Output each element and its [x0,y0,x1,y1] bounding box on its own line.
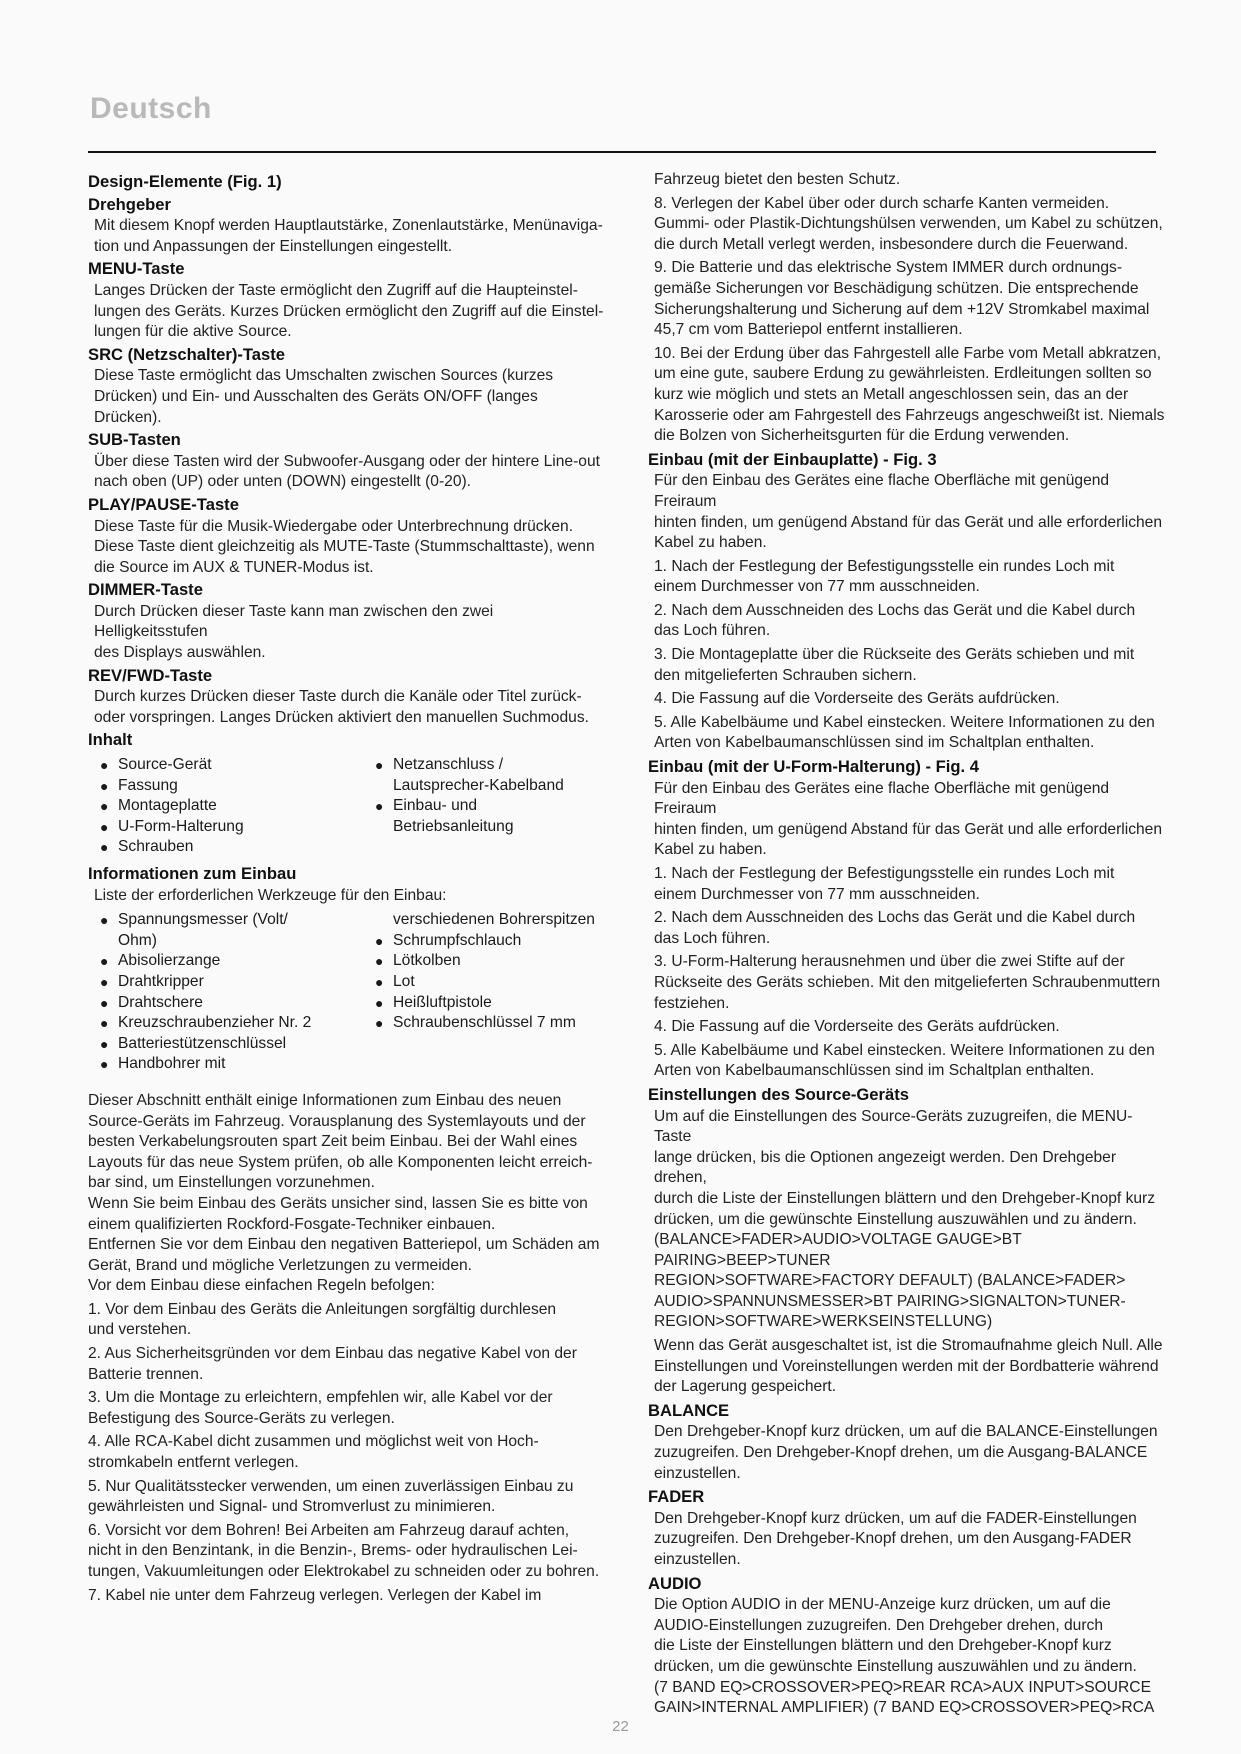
text-line: oder vorspringen. Langes Drücken aktiviert den manuellen Suchmodus. [94,708,589,726]
paragraph [654,471,1168,553]
text-line: drücken, um die gewünschte Einstellung auszuwählen und zu ändern. [654,1657,1137,1675]
text-line: einem qualifizierten Rockford-Fosgate-Techniker einbauen. [88,1215,496,1233]
text-line: bar sind, um Einstellungen vorzunehmen. [88,1174,375,1192]
numbered-item [88,1300,608,1341]
text-line: Befestigung des Source-Geräts zu verlegen. [88,1409,395,1427]
section-heading: Informationen zum Einbau [88,864,297,883]
paragraph [94,452,608,493]
bullet-icon: ● [100,1015,109,1032]
paragraph [94,517,608,579]
text-line: Drücken) und Ein- und Ausschalten des Geräts ON/OFF (langes Drücken). [94,387,538,426]
list-item: ● Kreuzschraubenzieher Nr. 2 [100,1013,375,1034]
section-heading: SRC (Netzschalter)-Taste [88,344,286,364]
header-rule [88,151,1156,153]
menu-path-line: REGION>SOFTWARE>WERKSEINSTELLUNG) [654,1313,993,1331]
text-line: Karosserie oder am Fahrgestell des Fahrzeugs angeschweißt ist. Niemals [654,406,1165,424]
numbered-item [654,864,1168,905]
text-line: 8. Verlegen der Kabel über oder durch scharfe Kanten vermeiden. [654,194,1110,212]
text-line: Durch kurzes Drücken dieser Taste durch die Kanäle oder Titel zurück- [94,688,582,706]
text-line: Kabel zu haben. [654,534,767,552]
section-heading: AUDIO [648,1573,702,1593]
text-line: hinten finden, um genügend Abstand für das Gerät und alle erforderlichen [654,820,1163,838]
text-line: Langes Drücken der Taste ermöglicht den Zugriff auf die Haupteinstel- [94,281,578,299]
list-item-continuation: Ohm) [118,931,157,949]
text-line: 2. Aus Sicherheitsgründen vor dem Einbau das negative Kabel von der [88,1345,577,1363]
text-line: Für den Einbau des Gerätes eine flache Oberfläche mit genügend Freiraum [654,472,1110,510]
menu-path-line: (7 BAND EQ>CROSSOVER>PEQ>REAR RCA>AUX INPUT>SOURCE [654,1678,1151,1696]
text-line: Durch Drücken dieser Taste kann man zwischen den zwei Helligkeitsstufen [94,602,494,641]
left-column [88,170,608,1609]
numbered-item [88,1388,608,1429]
text-line: Sicherungshalterung und Sicherung auf dem +12V Stromkabel maximal [654,300,1150,318]
section-heading: PLAY/PAUSE-Taste [88,494,239,514]
menu-path-line: (BALANCE>FADER>AUDIO>VOLTAGE GAUGE>BT PAIRING>BEEP>TUNER [654,1231,1022,1269]
bullet-icon: ● [100,912,109,929]
numbered-item [654,908,1168,949]
text-line: Rückseite des Geräts schieben. Mit den mitgelieferten Schraubenmuttern [654,973,1161,991]
text-line: AUDIO-Einstellungen zuzugreifen. Den Drehgeber drehen, durch [654,1616,1104,1634]
text-line: 45,7 cm vom Batteriepol entfernt installieren. [654,321,963,339]
text-line: Einstellungen und Voreinstellungen werden mit der Bordbatterie während [654,1357,1159,1375]
text-line: lungen für die aktive Source. [94,323,292,341]
paragraph: Liste der erforderlichen Werkzeuge für den Einbau: [94,886,447,904]
bullet-icon: ● [100,839,109,856]
tools-list [100,910,608,1075]
text-line: 10. Bei der Erdung über das Fahrgestell alle Farbe vom Metall abkratzen, [654,344,1162,362]
text-line: nach oben (UP) oder unten (DOWN) eingestellt (0-20). [94,473,472,491]
text-line: Für den Einbau des Gerätes eine flache Oberfläche mit genügend Freiraum [654,779,1110,818]
list-item: ● Lötkolben [375,951,620,972]
bullet-icon: ● [375,973,384,990]
bullet-icon: ● [375,994,384,1011]
text-line: das Loch führen. [654,622,771,640]
section-heading: REV/FWD-Taste [88,665,213,685]
list-item-continuation: verschiedenen Bohrerspitzen [393,911,595,929]
text-line: Über diese Tasten wird der Subwoofer-Ausgang oder der hintere Line-out [94,452,600,470]
text-line: lungen des Geräts. Kurzes Drücken ermöglicht den Zugriff auf die Einstel- [94,302,604,320]
text-line: einzustellen. [654,1551,741,1568]
numbered-item [88,1344,608,1385]
list-item: ● Fassung [100,776,375,797]
text-line: 6. Vorsicht vor dem Bohren! Bei Arbeiten am Fahrzeug darauf achten, [88,1521,570,1539]
text-line: 7. Kabel nie unter dem Fahrzeug verlegen. Verlegen der Kabel im [88,1586,542,1604]
text-line: um eine gute, saubere Erdung zu gewährleisten. Erdleitungen sollten so [654,365,1152,383]
list-item-continuation: Betriebsanleitung [393,817,514,835]
text-line: Mit diesem Knopf werden Hauptlautstärke, Zonenlautstärke, Menünaviga- [94,217,603,235]
section-heading: DIMMER-Taste [88,580,203,600]
list-item: ● Handbohrer mit [100,1054,375,1075]
bullet-icon: ● [375,757,384,774]
list-item: ● Source-Gerät [100,755,375,776]
paragraph [654,1595,1168,1719]
section-heading: Design-Elemente (Fig. 1) [88,172,282,191]
text-line: zuzugreifen. Den Drehgeber-Knopf drehen, um die Ausgang-BALANCE [654,1444,1148,1462]
list-item: ● Spannungsmesser (Volt/ [100,910,375,931]
text-line: Den Drehgeber-Knopf kurz drücken, um auf die FADER-Einstellungen [654,1509,1137,1527]
menu-path-line: REGION>SOFTWARE>FACTORY DEFAULT) (BALANCE>FADER> [654,1272,1126,1290]
section-heading: Einbau (mit der U-Form-Halterung) - Fig. 4 [648,757,979,777]
text-line: Entfernen Sie vor dem Einbau den negativen Batteriepol, um Schäden am [88,1236,600,1254]
text-line: Arten von Kabelbaumanschlüssen sind im Schaltplan enthalten. [654,1062,1095,1080]
section-heading: SUB-Tasten [88,430,181,450]
text-line: des Displays auswählen. [94,644,266,662]
bullet-icon: ● [100,1056,109,1073]
text-line: die Bolzen von Sicherheitsgurten für die Erdung verwenden. [654,427,1070,445]
text-line: Diese Taste ermöglicht das Umschalten zwischen Sources (kurzes [94,367,554,385]
bullet-icon: ● [375,953,384,970]
paragraph [654,1336,1168,1398]
text-line: Fahrzeug bietet den besten Schutz. [654,171,901,188]
text-line: drücken, um die gewünschte Einstellung auszuwählen und zu ändern. [654,1210,1137,1228]
right-column [648,170,1168,1722]
text-line: 3. U-Form-Halterung herausnehmen und über die zwei Stifte auf der [654,953,1125,971]
text-line: einem Durchmesser von 77 mm ausschneiden. [654,885,980,903]
text-line: der Lagerung gespeichert. [654,1378,837,1396]
text-line: 3. Die Montageplatte über die Rückseite des Geräts schieben und mit [654,646,1135,664]
text-line: die durch Metall verlegt werden, insbesondere durch die Feuerwand. [654,235,1129,253]
numbered-item [88,1521,608,1583]
text-line: 4. Die Fassung auf die Vorderseite des Geräts aufdrücken. [654,1018,1060,1036]
bullet-icon: ● [375,798,384,815]
numbered-item [654,258,1168,340]
numbered-item [88,1477,608,1518]
list-item: ● Abisolierzange [100,951,375,972]
paragraph [94,216,608,257]
list-item: ● Lot [375,972,620,993]
list-item: ● Heißluftpistole [375,993,620,1014]
paragraph [94,281,608,343]
list-item: ● Batteriestützenschlüssel [100,1034,375,1055]
text-line: Batterie trennen. [88,1365,204,1383]
numbered-item [654,1041,1168,1082]
numbered-item [654,952,1168,1014]
numbered-item [654,601,1168,642]
section-heading: Drehgeber [88,194,171,214]
page-number: 22 [612,1718,629,1735]
list-item: ● Schraubenschlüssel 7 mm [375,1013,620,1034]
numbered-item [654,645,1168,686]
text-line: Wenn Sie beim Einbau des Geräts unsicher sind, lassen Sie es bitte von [88,1194,588,1212]
text-line: das Loch führen. [654,929,771,947]
list-item: ● Schrauben [100,837,375,858]
text-line: 5. Nur Qualitätsstecker verwenden, um einen zuverlässigen Einbau zu [88,1477,574,1495]
numbered-item [88,1432,608,1473]
text-line: und verstehen. [88,1321,192,1339]
text-line: tion und Anpassungen der Einstellungen eingestellt. [94,237,453,255]
list-item: ● U-Form-Halterung [100,817,375,838]
text-line: durch die Liste der Einstellungen blättern und den Drehgeber-Knopf kurz [654,1189,1156,1207]
bullet-icon: ● [100,798,109,815]
text-line: 1. Vor dem Einbau des Geräts die Anleitungen sorgfältig durchlesen [88,1300,557,1318]
text-line: besten Verkabelungsrouten spart Zeit beim Einbau. Bei der Wahl eines [88,1133,578,1151]
text-line: gemäße Sicherungen vor Beschädigung schützen. Die entsprechende [654,279,1139,297]
numbered-item [654,194,1168,256]
paragraph [654,1107,1168,1334]
list-item: ● Netzanschluss / [375,755,620,776]
section-heading: Inhalt [88,730,133,750]
numbered-item [654,713,1168,754]
section-heading: Einstellungen des Source-Geräts [648,1084,909,1104]
text-line: Arten von Kabelbaumanschlüssen sind im Schaltplan enthalten. [654,734,1095,752]
text-line: die Liste der Einstellungen blättern und den Drehgeber-Knopf kurz [654,1637,1112,1655]
text-line: 5. Alle Kabelbäume und Kabel einstecken. Weitere Informationen zu den [654,1041,1155,1059]
list-item-continuation: Lautsprecher-Kabelband [393,776,564,794]
section-heading: Einbau (mit der Einbauplatte) - Fig. 3 [648,449,937,469]
numbered-item-continuation [654,170,1168,191]
list-item: ● Schrumpfschlauch [375,931,620,952]
bullet-icon: ● [100,953,109,970]
bullet-icon: ● [100,994,109,1011]
bullet-icon: ● [100,1035,109,1052]
text-line: Wenn das Gerät ausgeschaltet ist, ist die Stromaufnahme gleich Null. Alle [654,1337,1163,1355]
paragraph [654,779,1168,861]
text-line: einem Durchmesser von 77 mm ausschneiden. [654,578,980,596]
numbered-item [654,689,1168,710]
text-line: 4. Die Fassung auf die Vorderseite des Geräts aufdrücken. [654,690,1060,708]
section-heading: BALANCE [648,1400,730,1420]
text-line: die Source im AUX & TUNER-Modus ist. [94,558,374,576]
text-line: den mitgelieferten Schrauben sichern. [654,666,917,684]
text-line: 3. Um die Montage zu erleichtern, empfehlen wir, alle Kabel vor der [88,1389,553,1407]
bullet-icon: ● [375,1015,384,1032]
paragraph [94,602,608,664]
bullet-icon: ● [100,777,109,794]
text-line: Gerät, Brand und mögliche Verletzungen zu vermeiden. [88,1256,473,1274]
text-line: 2. Nach dem Ausschneiden des Lochs das Gerät und die Kabel durch [654,601,1136,619]
paragraph [94,366,608,428]
numbered-item [654,1017,1168,1038]
numbered-item [88,1586,608,1607]
text-line: Diese Taste für die Musik-Wiedergabe oder Unterbrechnung drücken. [94,517,574,535]
paragraph [88,1091,608,1297]
paragraph [654,1509,1168,1571]
text-line: Diese Taste dient gleichzeitig als MUTE-Taste (Stummschalttaste), wenn [94,538,595,556]
section-heading: MENU-Taste [88,259,185,279]
text-line: Dieser Abschnitt enthält einige Informationen zum Einbau des neuen [88,1091,562,1109]
numbered-item [654,344,1168,447]
text-line: 9. Die Batterie und das elektrische System IMMER durch ordnungs- [654,259,1123,277]
text-line: stromkabeln entfernt verlegen. [88,1454,299,1472]
text-line: Den Drehgeber-Knopf kurz drücken, um auf die BALANCE-Einstellungen [654,1423,1158,1441]
list-item: ● Montageplatte [100,796,375,817]
bullet-icon: ● [100,973,109,990]
bullet-icon: ● [100,757,109,774]
language-title: Deutsch [90,92,212,125]
bullet-icon: ● [375,932,384,949]
list-item: ● Einbau- und [375,796,620,817]
numbered-item [654,557,1168,598]
text-line: einzustellen. [654,1464,741,1482]
text-line: tungen, Vakuumleitungen oder Elektrokabel zu schneiden oder zu bohren. [88,1563,600,1580]
text-line: gewährleisten und Signal- und Stromverlust zu minimieren. [88,1498,496,1516]
text-line: Kabel zu haben. [654,841,767,859]
text-line: Gummi- oder Plastik-Dichtungshülsen verwenden, um Kabel zu schützen, [654,215,1163,233]
paragraph [94,687,608,728]
bullet-icon: ● [100,818,109,835]
text-line: Um auf die Einstellungen des Source-Geräts zuzugreifen, die MENU-Taste [654,1107,1133,1146]
text-line: nicht in den Benzintank, in die Benzin-, Brems- oder hydraulischen Lei- [88,1542,578,1560]
text-line: Die Option AUDIO in der MENU-Anzeige kurz drücken, um auf die [654,1596,1111,1614]
text-line: 5. Alle Kabelbäume und Kabel einstecken. Weitere Informationen zu den [654,713,1155,731]
contents-list [100,755,608,858]
text-line: zuzugreifen. Den Drehgeber-Knopf drehen, um den Ausgang-FADER [654,1530,1132,1548]
menu-path-line: AUDIO>SPANNUNSMESSER>BT PAIRING>SIGNALTON>TUNER- [654,1292,1126,1310]
text-line: 2. Nach dem Ausschneiden des Lochs das Gerät und die Kabel durch [654,909,1136,927]
text-line: kurz wie möglich und stets an Metall angeschlossen sein, das an der [654,385,1129,403]
menu-path-line: GAIN>INTERNAL AMPLIFIER) (7 BAND EQ>CROSSOVER>PEQ>RCA [654,1699,1155,1717]
text-line: hinten finden, um genügend Abstand für das Gerät und alle erforderlichen [654,513,1163,531]
text-line: 4. Alle RCA-Kabel dicht zusammen und möglichst weit von Hoch- [88,1433,539,1451]
text-line: Vor dem Einbau diese einfachen Regeln befolgen: [88,1277,435,1295]
list-item: ● Drahtkripper [100,972,375,993]
text-line: 1. Nach der Festlegung der Befestigungsstelle ein rundes Loch mit [654,865,1115,882]
paragraph [654,1422,1168,1484]
text-line: lange drücken, bis die Optionen angezeigt werden. Den Drehgeber drehen, [654,1148,1117,1187]
list-item: ● Drahtschere [100,993,375,1014]
text-line: 1. Nach der Festlegung der Befestigungsstelle ein rundes Loch mit [654,557,1115,575]
text-line: Source-Geräts im Fahrzeug. Vorausplanung des Systemlayouts und der [88,1112,586,1130]
section-heading: FADER [648,1487,705,1507]
text-line: festziehen. [654,994,730,1012]
text-line: Layouts für das neue System prüfen, ob alle Komponenten leicht erreich- [88,1153,593,1171]
